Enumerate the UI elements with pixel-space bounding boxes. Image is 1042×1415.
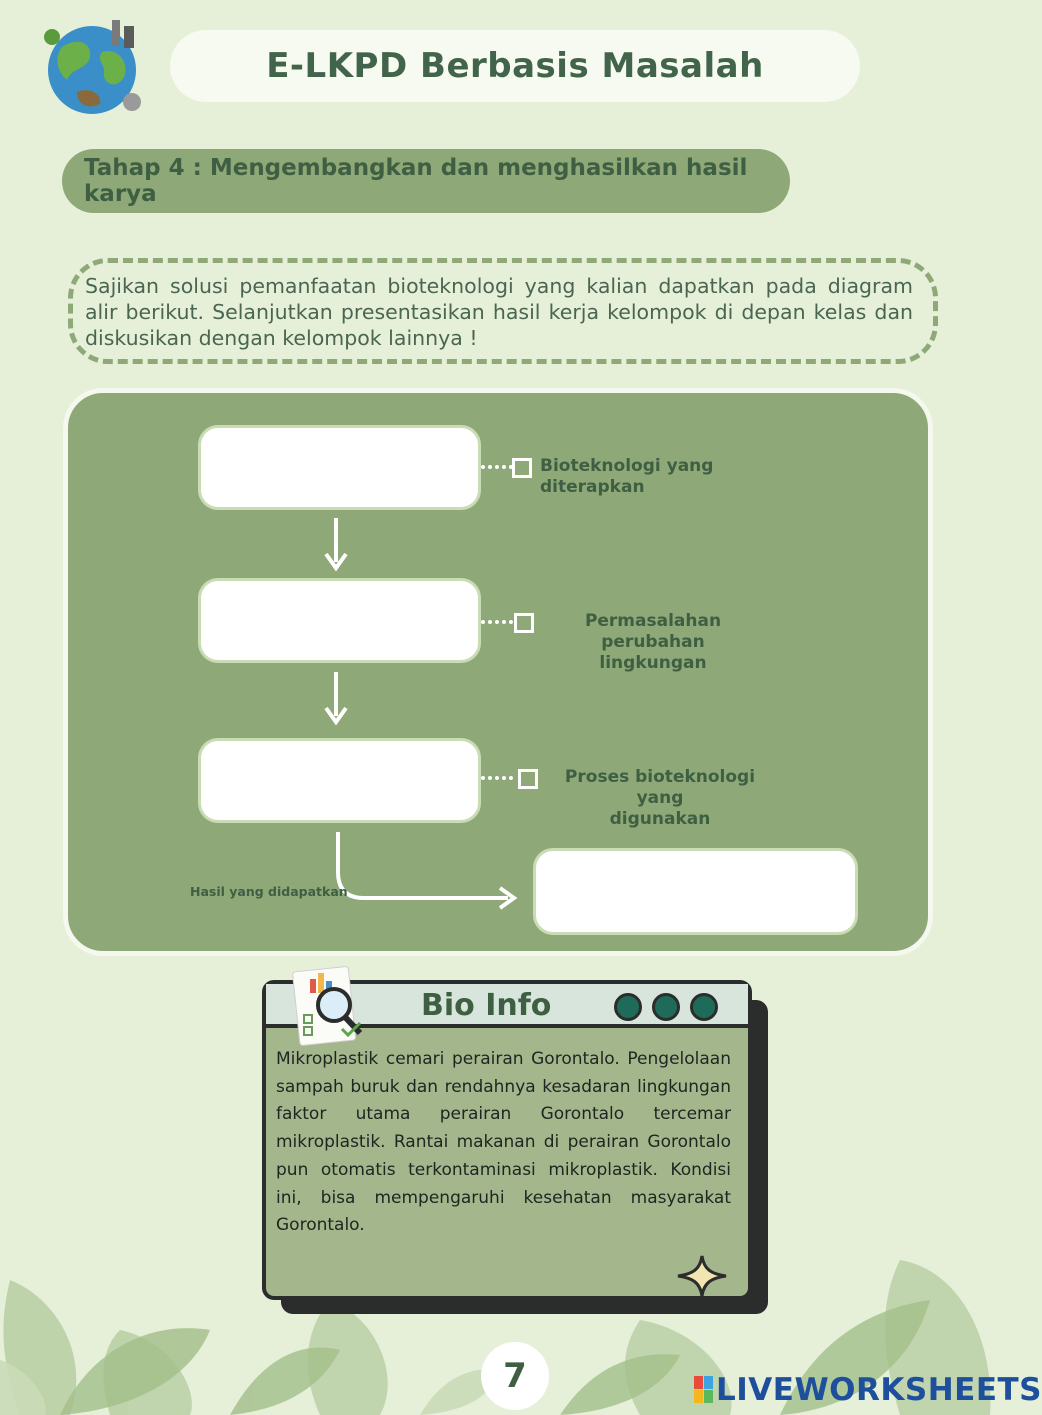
arrow-curve-right-icon [330, 832, 520, 914]
flow-label-permasalahan: Permasalahan perubahan lingkungan [584, 611, 722, 673]
flow-label-proses: Proses bioteknologi yang digunakan [564, 767, 756, 829]
bio-info-title: Bio Info [421, 988, 552, 1023]
title-banner [170, 30, 860, 102]
report-magnifier-icon [290, 965, 380, 1049]
earth-globe-logo [32, 12, 154, 124]
dotted-connector [481, 620, 513, 624]
instruction-text: Sajikan solusi pemanfaatan bioteknologi yang kalian dapatkan pada diagram alir berikut. Selanjutkan presentasikan hasil kerja kelompok di depan kelas dan diskusikan dengan kelompok lainnya ! [85, 274, 913, 350]
flow-label-bioteknologi: Bioteknologi yang diterapkan [540, 456, 714, 497]
window-dot-icon [690, 993, 718, 1021]
window-dot-icon [614, 993, 642, 1021]
stage-banner [62, 149, 790, 213]
connector-square-icon [518, 769, 538, 789]
dotted-connector [481, 776, 513, 780]
arrow-down-icon [324, 672, 348, 724]
liveworksheets-brand[interactable]: LIVEWORKSHEETS [716, 1372, 1042, 1408]
connector-square-icon [512, 458, 532, 478]
bio-info-text: Mikroplastik cemari perairan Gorontalo. Pengelolaan sampah buruk dan rendahnya kesadaran lingkungan faktor utama perairan Gorontalo tercemar mikroplastik. Rantai makanan di perairan Gorontalo pun otomatis terkontaminasi mikroplastik. Kondisi ini, bisa mempengaruhi kesehatan masyarakat Gorontalo. [276, 1049, 731, 1236]
result-label: Hasil yang didapatkan [190, 884, 348, 899]
arrow-down-icon [324, 518, 348, 570]
dotted-connector [481, 465, 513, 469]
liveworksheets-logo-icon [694, 1376, 714, 1404]
page-number-badge [481, 1342, 549, 1410]
page-title: E-LKPD Berbasis Masalah [266, 46, 764, 86]
flow-input-result[interactable] [533, 848, 858, 935]
flow-input-2[interactable] [198, 578, 481, 663]
page-number: 7 [503, 1356, 527, 1396]
instruction-box [68, 258, 938, 364]
stage-title: Tahap 4 : Mengembangkan dan menghasilkan hasil karya [84, 155, 748, 207]
window-dot-icon [652, 993, 680, 1021]
flow-input-1[interactable] [198, 425, 481, 510]
flow-input-3[interactable] [198, 738, 481, 823]
connector-square-icon [514, 613, 534, 633]
sparkle-icon [676, 1254, 728, 1298]
